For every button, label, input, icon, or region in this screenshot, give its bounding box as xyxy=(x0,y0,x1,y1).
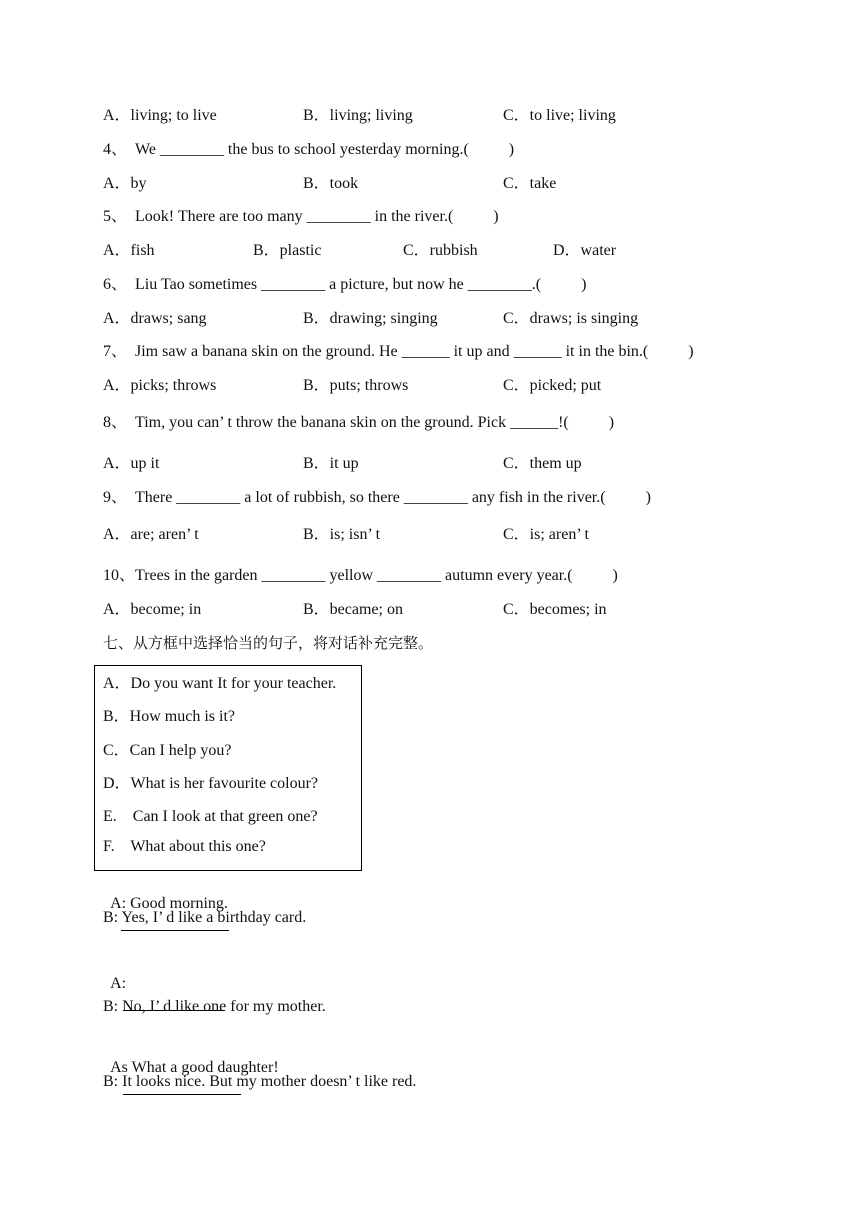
q8-stem: 8、 Tim, you can’ t throw the banana skin on the ground. Pick ______!( ) xyxy=(103,414,615,431)
q3-option-a: A．living; to live xyxy=(103,107,217,124)
q3-option-b: B．living; living xyxy=(303,107,413,124)
box-option-c: C．Can I help you? xyxy=(103,742,232,759)
dialogue-line-6: B: It looks nice. But my mother doesn’ t like red. xyxy=(103,1073,417,1090)
q10-option-b: B．became; on xyxy=(303,601,403,618)
q9-option-c: C．is; aren’ t xyxy=(503,526,589,543)
q3-option-c: C．to live; living xyxy=(503,107,616,124)
q8-option-c: C．them up xyxy=(503,455,582,472)
q8-option-a: A．up it xyxy=(103,455,160,472)
q6-option-b: B．drawing; singing xyxy=(303,310,438,327)
q8-option-b: B．it up xyxy=(303,455,359,472)
box-option-a: A．Do you want It for your teacher. xyxy=(103,675,337,692)
q7-stem: 7、 Jim saw a banana skin on the ground. He ______ it up and ______ it in the bin.( ) xyxy=(103,343,694,360)
q7-option-c: C．picked; put xyxy=(503,377,602,394)
dialogue-line-1-text: A: Good morning. xyxy=(110,895,228,912)
q5-option-d: D．water xyxy=(553,242,617,259)
q9-option-a: A．are; aren’ t xyxy=(103,526,199,543)
answer-choices-box xyxy=(94,665,362,871)
q10-option-a: A．become; in xyxy=(103,601,202,618)
q7-option-b: B．puts; throws xyxy=(303,377,409,394)
q4-stem: 4、 We ________ the bus to school yesterday morning.( ) xyxy=(103,141,515,158)
box-option-d: D．What is her favourite colour? xyxy=(103,775,319,792)
section-7-heading: 七、从方框中选择恰当的句子，将对话补充完整。 xyxy=(103,634,434,652)
box-option-b: B．How much is it? xyxy=(103,708,235,725)
q6-stem: 6、 Liu Tao sometimes ________ a picture, but now he ________.( ) xyxy=(103,276,587,293)
q4-option-a: A．by xyxy=(103,175,147,192)
dialogue-line-5-text: As What a good daughter! xyxy=(110,1059,279,1076)
q10-option-c: C．becomes; in xyxy=(503,601,607,618)
q4-option-b: B．took xyxy=(303,175,359,192)
q5-option-a: A．fish xyxy=(103,242,155,259)
box-option-e: E. Can I look at that green one? xyxy=(103,808,318,825)
q5-stem: 5、 Look! There are too many ________ in the river.( ) xyxy=(103,208,499,225)
q4-option-c: C．take xyxy=(503,175,557,192)
q5-option-c: C．rubbish xyxy=(403,242,478,259)
q9-option-b: B．is; isn’ t xyxy=(303,526,381,543)
q7-option-a: A．picks; throws xyxy=(103,377,217,394)
dialogue-line-4: B: No, I’ d like one for my mother. xyxy=(103,998,326,1015)
box-option-f: F. What about this one? xyxy=(103,838,266,855)
q6-option-c: C．draws; is singing xyxy=(503,310,639,327)
dialogue-line-3-text: A: xyxy=(110,975,127,992)
dialogue-line-2: B: Yes, I’ d like a birthday card. xyxy=(103,909,307,926)
q10-stem: 10、Trees in the garden ________ yellow ________ autumn every year.( ) xyxy=(103,567,618,584)
q5-option-b: B．plastic xyxy=(253,242,322,259)
q6-option-a: A．draws; sang xyxy=(103,310,207,327)
q9-stem: 9、 There ________ a lot of rubbish, so there ________ any fish in the river.( ) xyxy=(103,489,651,506)
